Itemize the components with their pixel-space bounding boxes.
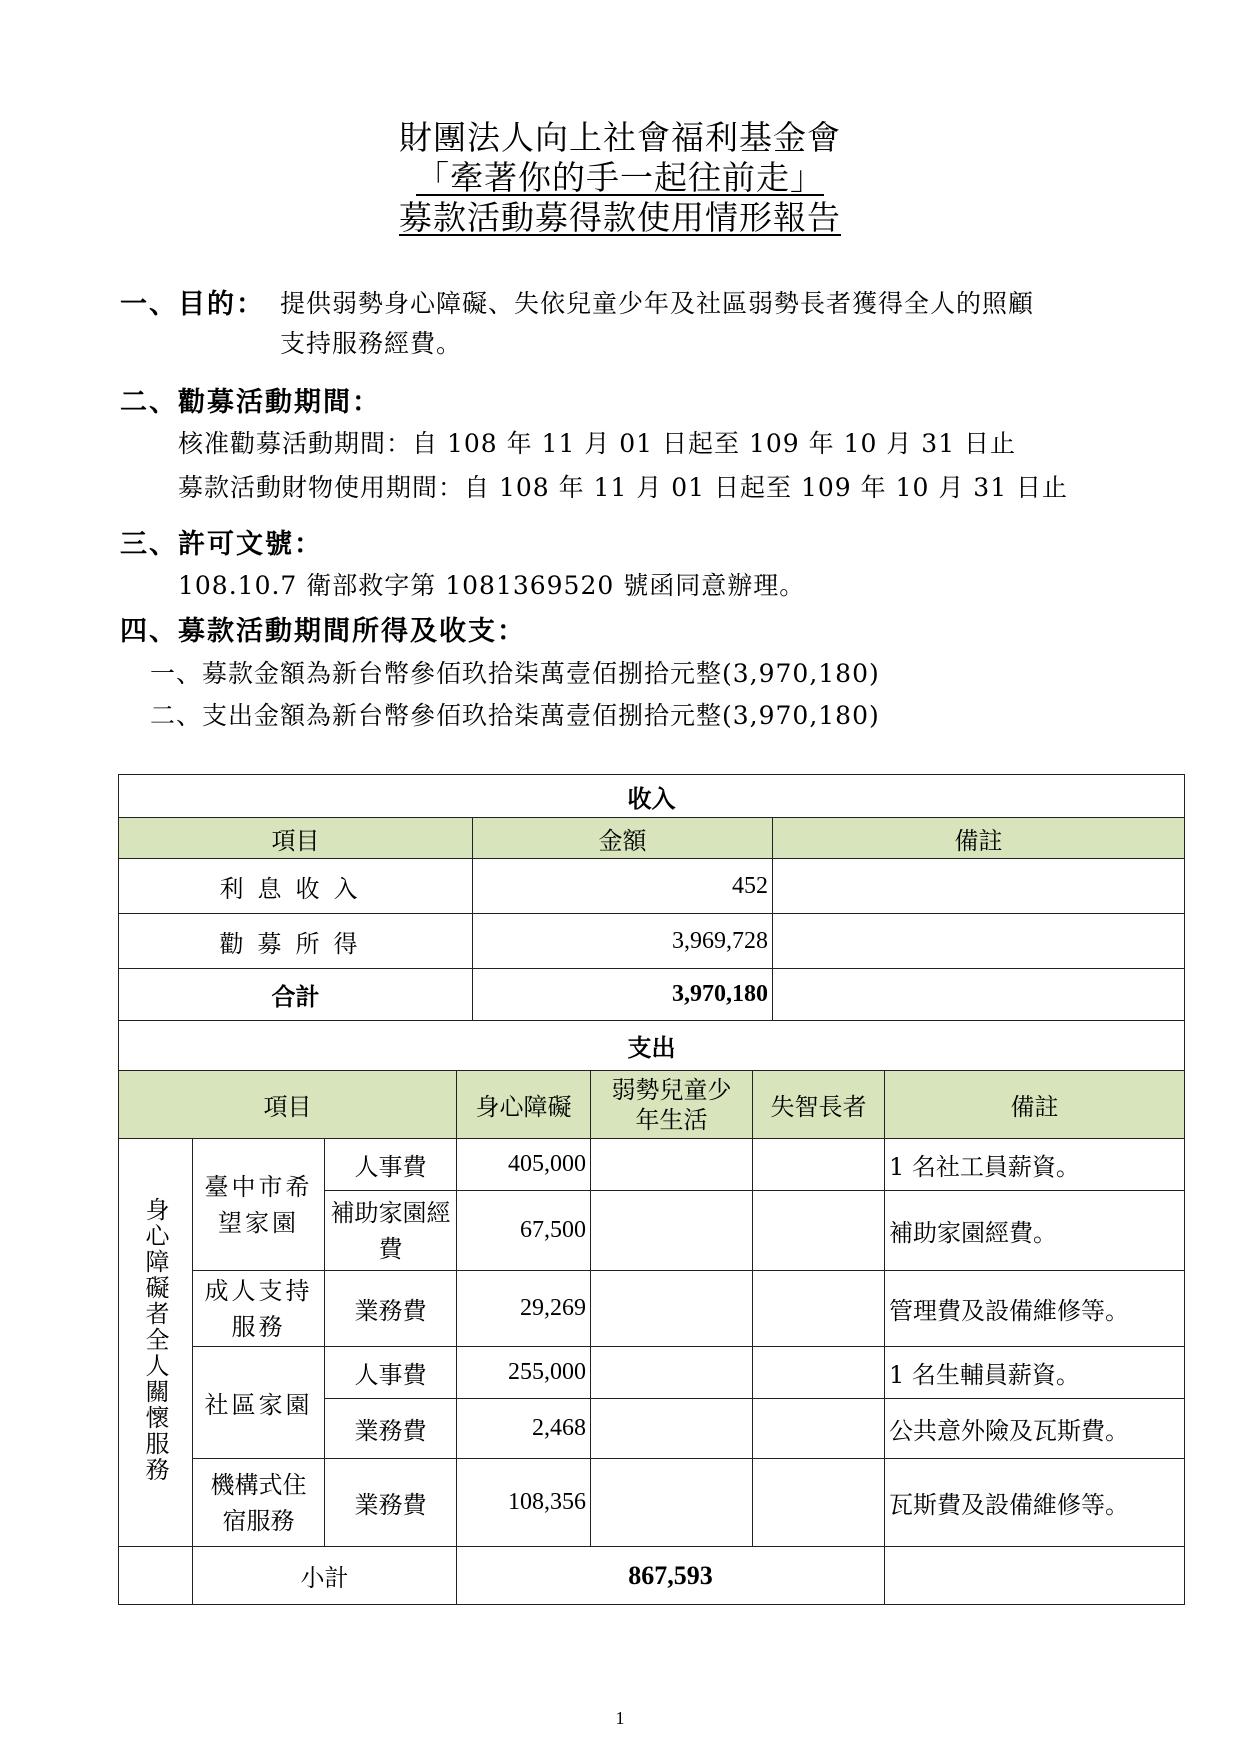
report-title [0,118,1240,238]
income-amount: 3,969,728 [473,914,773,969]
table-row [119,1139,1185,1191]
expense-group-name: 社區家園 [193,1347,325,1459]
expense-category: 身心障礙者全人關懷服務 [141,1196,169,1483]
expense-header-dementia: 失智長者 [753,1071,885,1139]
section-3-line-1: 108.10.7 衛部救字第 1081369520 號函同意辦理。 [178,571,806,600]
income-total-label: 合計 [119,969,473,1021]
expense-type: 人事費 [325,1139,457,1191]
section-2-line-1: 核准勸募活動期間：自 108 年 11 月 01 日起至 109 年 10 月 31 日止 [178,429,1017,458]
page-number: 1 [615,1708,625,1728]
income-note [773,914,1185,969]
expense-note: 公共意外險及瓦斯費。 [885,1399,1185,1459]
expense-type: 補助家園經費 [325,1191,457,1271]
expense-group-name: 臺中市希望家園 [193,1139,325,1271]
expense-amount: 2,468 [457,1399,591,1459]
expense-note: 管理費及設備維修等。 [885,1271,1185,1347]
section-1-heading: 一、目的： [120,289,265,320]
section-3-heading: 三、許可文號： [120,529,323,560]
income-header-row [119,818,1185,859]
income-title-row [119,775,1185,818]
expense-group-name: 機構式住宿服務 [193,1459,325,1547]
expense-header-row [119,1071,1185,1139]
table-row [119,859,1185,914]
title-line-1: 財團法人向上社會福利基金會 [399,118,841,157]
income-total-note [773,969,1185,1021]
expense-amount: 67,500 [457,1191,591,1271]
income-header-item: 項目 [119,818,473,859]
section-2-line-2: 募款活動財物使用期間：自 108 年 11 月 01 日起至 109 年 10 月 31 日止 [178,473,1069,502]
section-4-heading: 四、募款活動期間所得及收支： [120,616,526,647]
expense-note: 補助家園經費。 [885,1191,1185,1271]
expense-type: 業務費 [325,1459,457,1547]
expense-header-note: 備註 [885,1071,1185,1139]
expense-type: 業務費 [325,1399,457,1459]
expense-amount: 29,269 [457,1271,591,1347]
section-2-heading: 二、勸募活動期間： [120,387,381,418]
income-item: 勸募所得 [119,914,473,969]
table-row [119,914,1185,969]
section-4-line-2: 二、支出金額為新台幣參佰玖拾柒萬壹佰捌拾元整(3,970,180) [150,701,880,730]
expense-note: 瓦斯費及設備維修等。 [885,1459,1185,1547]
table-row [119,1459,1185,1547]
income-table [118,774,1185,1021]
income-note [773,859,1185,914]
expense-subtotal-row [119,1547,1185,1605]
income-header-note: 備註 [773,818,1185,859]
title-line-3: 募款活動募得款使用情形報告 [399,198,841,237]
expense-title-row [119,1021,1185,1071]
expense-category-cell [119,1139,193,1547]
table-row [119,1271,1185,1347]
income-amount: 452 [473,859,773,914]
expense-amount: 108,356 [457,1459,591,1547]
expense-amount: 405,000 [457,1139,591,1191]
expense-table [118,1020,1185,1605]
expense-title: 支出 [119,1021,1185,1071]
expense-header-disability: 身心障礙 [457,1071,591,1139]
title-line-2: 「牽著你的手一起往前走」 [416,158,824,197]
table-row [119,1347,1185,1399]
section-4-line-1: 一、募款金額為新台幣參佰玖拾柒萬壹佰捌拾元整(3,970,180) [150,659,880,688]
expense-subtotal-label: 小計 [193,1547,457,1605]
expense-note: 1 名生輔員薪資。 [885,1347,1185,1399]
expense-header-youth: 弱勢兒童少年生活 [591,1071,753,1139]
income-total-amount: 3,970,180 [473,969,773,1021]
income-total-row [119,969,1185,1021]
expense-note: 1 名社工員薪資。 [885,1139,1185,1191]
expense-type: 業務費 [325,1271,457,1347]
section-1-text-line-1: 提供弱勢身心障礙、失依兒童少年及社區弱勢長者獲得全人的照顧 [280,289,1035,318]
income-header-amount: 金額 [473,818,773,859]
income-item: 利息收入 [119,859,473,914]
expense-group-name: 成人支持服務 [193,1271,325,1347]
expense-subtotal-amount: 867,593 [457,1547,885,1605]
expense-type: 人事費 [325,1347,457,1399]
expense-header-item: 項目 [119,1071,457,1139]
expense-amount: 255,000 [457,1347,591,1399]
income-title: 收入 [119,775,1185,818]
section-1-text-line-2: 支持服務經費。 [280,329,463,358]
